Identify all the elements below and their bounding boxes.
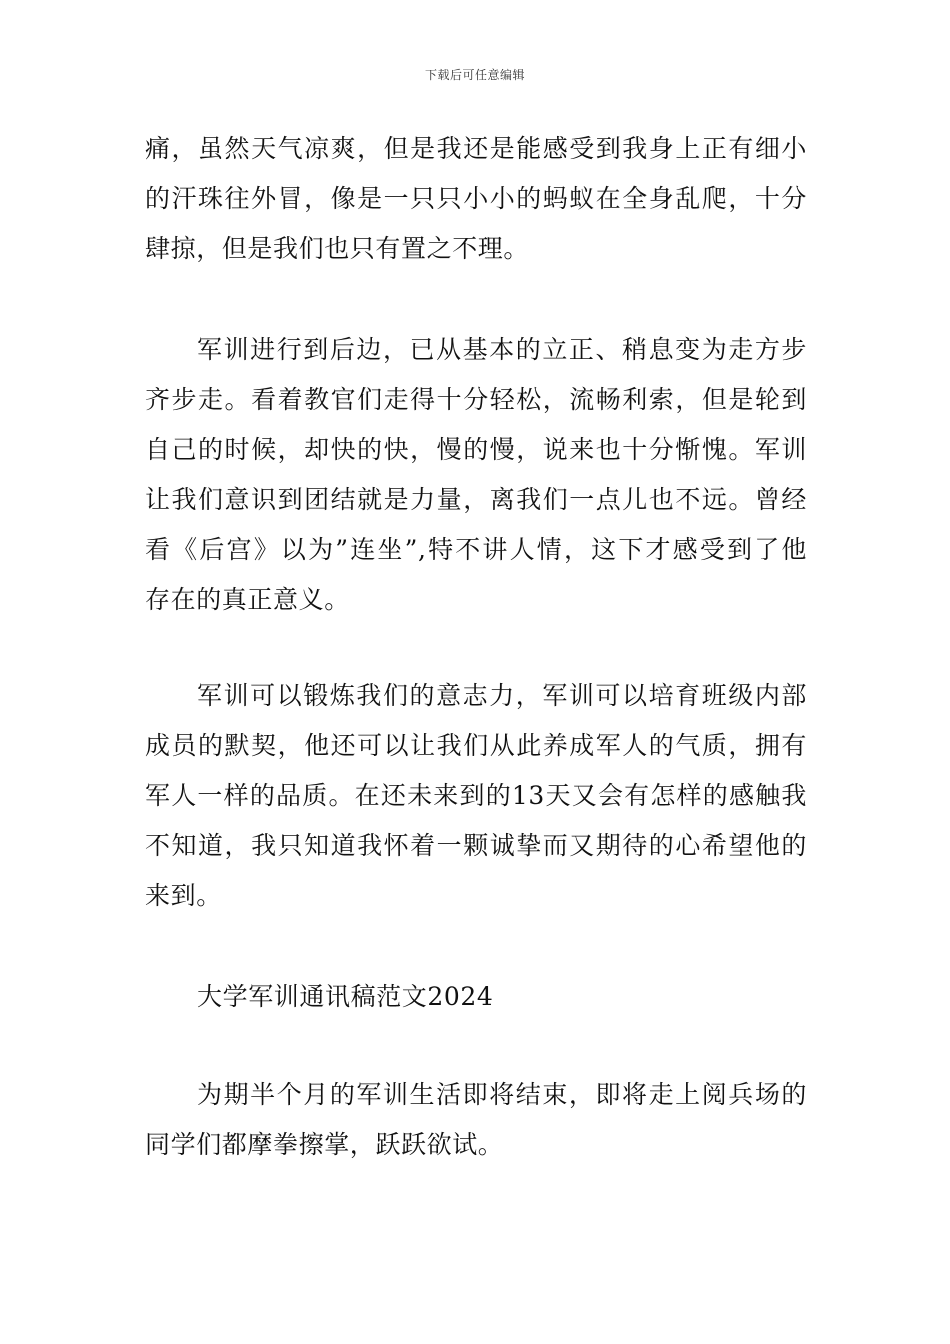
text-line: 痛，虽然天气凉爽，但是我还是能感受到我身上正有细小: [145, 134, 807, 163]
text-line: 成员的默契，他还可以让我们从此养成军人的气质，拥有: [145, 731, 807, 760]
text-line: 为期半个月的军训生活即将结束，即将走上阅兵场的: [197, 1080, 807, 1109]
section-heading: [145, 972, 807, 1022]
paragraph-continuation: [145, 124, 807, 274]
paragraph-military-training-benefits: [145, 671, 807, 921]
text-line: 军训进行到后边，已从基本的立正、稍息变为走方步: [197, 335, 807, 364]
text-line: 肆掠，但是我们也只有置之不理。: [145, 234, 530, 263]
text-line: 同学们都摩拳擦掌，跃跃欲试。: [145, 1130, 504, 1159]
text-line: 不知道，我只知道我怀着一颗诚挚而又期待的心希望他的: [145, 831, 807, 860]
text-line: 军人一样的品质。在还未来到的13天又会有怎样的感触我: [145, 781, 807, 810]
text-line: 看《后宫》以为”连坐”,特不讲人情，这下才感受到了他: [145, 535, 807, 564]
page-header: 下载后可任意编辑: [424, 68, 525, 82]
section-title: 大学军训通讯稿范文2024: [197, 982, 494, 1011]
text-line: 的汗珠往外冒，像是一只只小小的蚂蚁在全身乱爬，十分: [145, 184, 807, 213]
text-line: 让我们意识到团结就是力量，离我们一点儿也不远。曾经: [145, 485, 807, 514]
text-line: 存在的真正意义。: [145, 585, 350, 614]
text-line: 齐步走。看着教官们走得十分轻松，流畅利索，但是轮到: [145, 385, 807, 414]
text-line: 来到。: [145, 881, 222, 910]
paragraph-military-training-progress: [145, 325, 807, 625]
text-line: 军训可以锻炼我们的意志力，军训可以培育班级内部: [197, 681, 807, 710]
text-line: 自己的时候，却快的快，慢的慢，说来也十分惭愧。军训: [145, 435, 807, 464]
paragraph-parade-preparation: [145, 1070, 807, 1170]
